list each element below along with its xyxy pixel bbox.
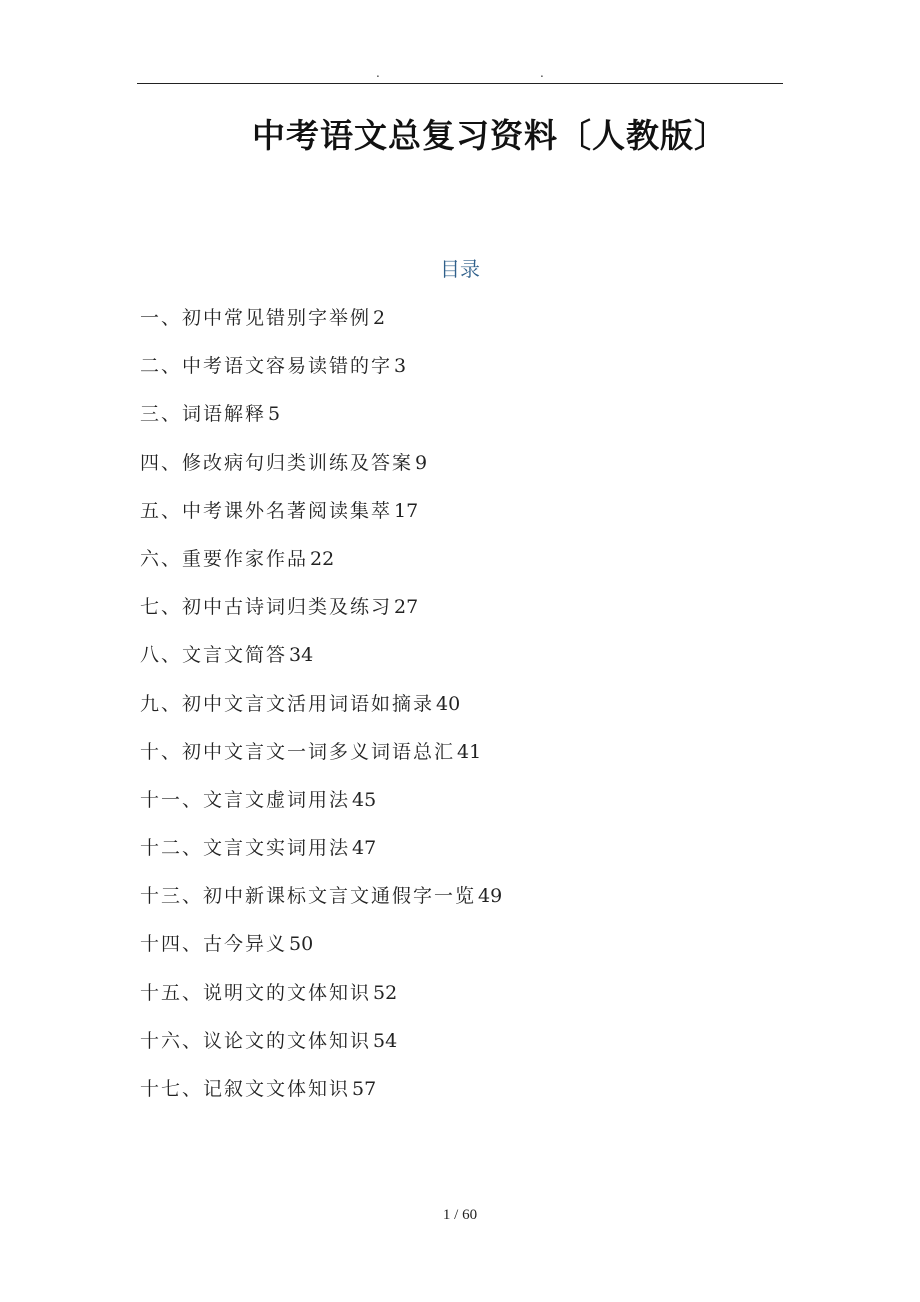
toc-entry-page-number: 45 [352,788,377,811]
toc-entry[interactable] [140,833,780,881]
toc-entry-label: 十六、议论文的文体知识 [140,1029,372,1052]
toc-entry-label: 十、初中文言文一词多义词语总汇 [140,740,456,763]
toc-entry[interactable] [140,1074,780,1122]
toc-entry[interactable] [140,640,780,688]
toc-entry[interactable] [140,689,780,737]
toc-entry-page-number: 40 [436,692,461,715]
toc-entry-page-number: 57 [352,1078,377,1100]
toc-entry-page-number: 2 [373,307,386,329]
toc-entry-label: 三、词语解释 [140,403,267,426]
toc-entry-label: 十四、古今异义 [140,933,288,956]
toc-entry-label: 四、修改病句归类训练及答案 [140,451,414,474]
toc-entry-label: 十一、文言文虚词用法 [140,788,351,811]
page-indicator: 1 / 60 [442,1207,478,1223]
toc-entry[interactable] [140,929,780,977]
toc-entry[interactable] [140,351,780,399]
toc-entry-page-number: 9 [415,451,428,474]
toc-entry-page-number: 49 [478,885,503,908]
toc-entry[interactable] [140,785,780,833]
toc-entry[interactable] [140,448,780,496]
table-of-contents [140,303,780,1122]
toc-entry-label: 九、初中文言文活用词语如摘录 [140,692,435,715]
document-title: 中考语文总复习资料〔人教版〕 [252,116,728,155]
toc-heading: 目录 [440,257,480,281]
toc-entry[interactable] [140,544,780,592]
toc-entry[interactable] [140,303,780,351]
toc-entry-label: 十五、说明文的文体知识 [140,981,372,1004]
toc-entry-page-number: 3 [394,355,407,378]
toc-entry[interactable] [140,881,780,929]
toc-entry[interactable] [140,978,780,1026]
toc-entry-label: 二、中考语文容易读错的字 [140,355,393,378]
toc-entry-label: 八、文言文简答 [140,644,288,667]
toc-entry-label: 五、中考课外名著阅读集萃 [140,499,393,522]
toc-entry-page-number: 54 [373,1029,398,1052]
toc-entry[interactable] [140,737,780,785]
toc-entry-page-number: 5 [268,403,281,426]
toc-entry-label: 一、初中常见错别字举例 [140,307,372,329]
toc-entry[interactable] [140,592,780,640]
toc-entry-label: 六、重要作家作品 [140,547,309,570]
header-left-mark: . [376,66,380,80]
toc-entry-label: 十三、初中新课标文言文通假字一览 [140,885,477,908]
toc-entry-label: 十七、记叙文文体知识 [140,1078,351,1100]
toc-entry-page-number: 47 [352,837,377,860]
toc-entry-page-number: 41 [457,740,482,763]
toc-entry-page-number: 22 [310,547,335,570]
toc-entry[interactable] [140,496,780,544]
toc-entry-page-number: 52 [373,981,398,1004]
toc-entry-page-number: 17 [394,499,419,522]
header-rule [137,83,783,84]
toc-entry[interactable] [140,399,780,447]
toc-entry-label: 十二、文言文实词用法 [140,837,351,860]
toc-entry-page-number: 34 [289,644,314,667]
toc-entry-page-number: 27 [394,596,419,619]
toc-entry-page-number: 50 [289,933,314,956]
header-right-mark: . [540,66,544,80]
toc-entry[interactable] [140,1026,780,1074]
toc-entry-label: 七、初中古诗词归类及练习 [140,596,393,619]
